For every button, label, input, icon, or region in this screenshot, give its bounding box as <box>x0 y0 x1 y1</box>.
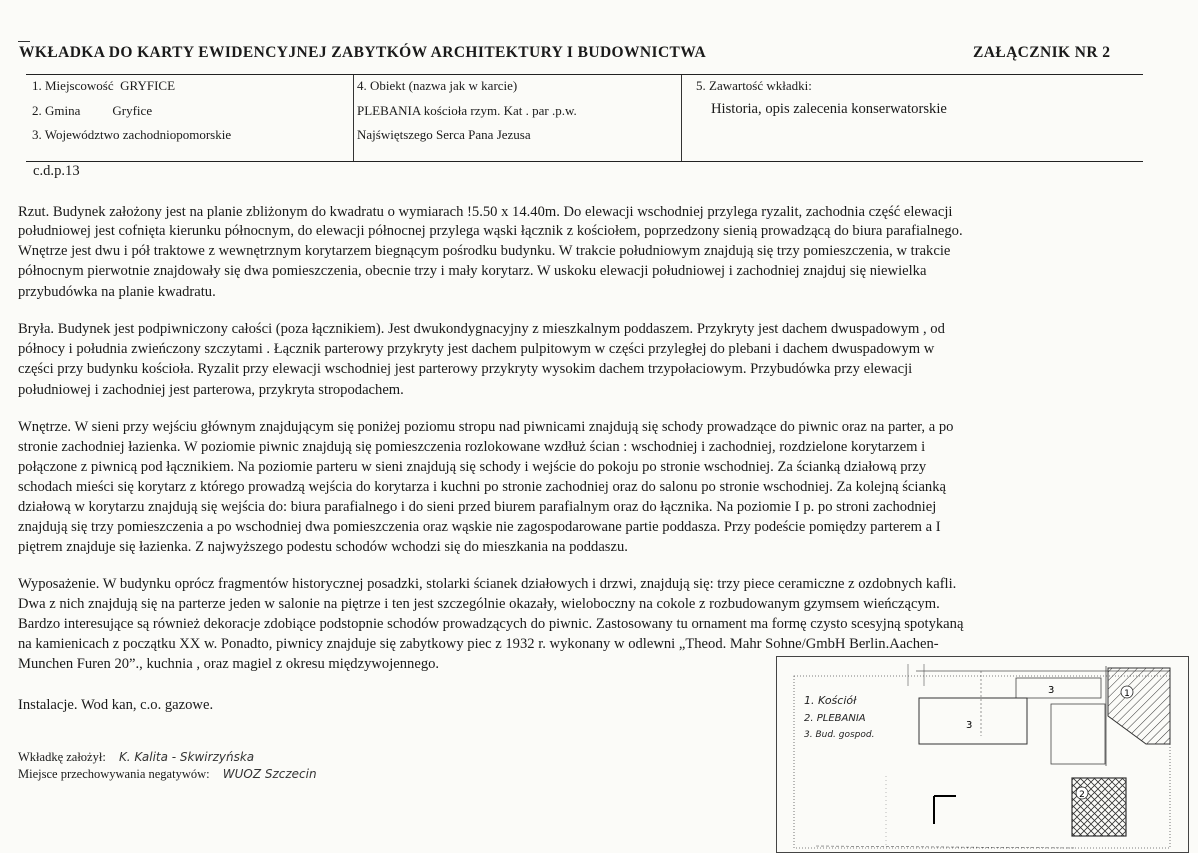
paragraph-line: piętrem znajduje się łazienka. Z najwyższego podestu schodów wchodzi się do mieszkania na poddaszu. <box>18 539 628 555</box>
paragraph-line: części przy budynku kościoła. Ryzalit przy elewacji wschodniej jest parterowy przykryty wysokim dachem trzypołaciowym. Przybudówka przy elewacji <box>18 361 913 377</box>
continuation-note: c.d.p.13 <box>33 163 80 179</box>
plan-label: 3 <box>966 720 973 731</box>
plan-label: 1 <box>1124 689 1130 699</box>
paragraph-line: schodach mieści się korytarz z którego prowadzą wejścia do korytarza i kuchni po stronie zachodniej oraz do salonu po stronie wschodniej. Za kolejną ścianką <box>18 479 947 495</box>
founded-signature: K. Kalita - Skwirzyńska <box>118 750 255 764</box>
paragraph-line: Wnętrze. W sieni przy wejściu głównym znajdującym się poniżej poziomu stropu nad piwnicami znajdują się schody prowadzące do piwnic oraz na parter, a po <box>18 419 954 435</box>
field-object-line2: Najświętszego Serca Pana Jezusa <box>357 127 531 142</box>
header-table <box>26 74 1143 162</box>
paragraph-line: Wyposażenie. W budynku oprócz fragmentów historycznej posadzki, stolarki ścianek działowych i drzwi, znajdują się: trzy piece ceramiczne z ozdobnych kafli. <box>18 576 957 592</box>
top-rule <box>18 41 30 42</box>
field-voivodeship <box>32 127 231 143</box>
paragraph-line: stronie zachodniej łazienka. W poziomie piwnic znajdują się pomieszczenia rozlokowane wzdłuż ścian : wschodniej i zachodniej, rozdzielone korytarzem i <box>18 439 926 455</box>
column-divider <box>353 75 354 161</box>
plan-label: 3 <box>1048 685 1055 696</box>
field-locality <box>32 78 175 94</box>
paragraph-line: Wnętrze jest dwu i pół traktowe z wewnętrznym korytarzem biegnącym pośrodku budynku. W trakcie południowym znajdują się trzy pomieszczenia, w trakcie <box>18 243 951 259</box>
paragraph-line: północnym pierwotnie znajdowały się dwa pomieszczenia, obecnie trzy i mały korytarz. W uskoku elewacji południowej i zachodniej znajduj się niewielka <box>18 263 927 279</box>
paragraph-line: przybudówka na planie kwadratu. <box>18 284 216 300</box>
storage-handwritten: WUOZ Szczecin <box>222 767 317 781</box>
field-content-value: Historia, opis zalecenia konserwatorskie <box>711 101 947 117</box>
plan-legend-item: 3. Bud. gospod. <box>804 730 875 740</box>
page-title: WKŁADKA DO KARTY EWIDENCYJNEJ ZABYTKÓW ARCHITEKTURY I BUDOWNICTWA <box>19 44 707 61</box>
storage-label: Miejsce przechowywania negatywów: <box>18 767 210 781</box>
paragraph-line: Bardzo interesujące są również dekoracje zdobiące podstopnie schodów prowadzących do piwnic. Zastosowany tu ornament ma formę czysto scesyjną spotykaną <box>18 616 964 632</box>
paragraph-line: południowej jest cofnięta kierunku północnym, do elewacji północnej przylega wąski łącznik z kościołem, poprzedzony sienią prowadzącą do biura parafialnego. <box>18 223 963 239</box>
field-object-line1: PLEBANIA kościoła rzym. Kat . par .p.w. <box>357 103 577 118</box>
field-commune <box>32 103 152 119</box>
field-object-label: 4. Obiekt (nazwa jak w karcie) <box>357 78 518 93</box>
installations-line: Instalacje. Wod kan, c.o. gazowe. <box>18 697 214 713</box>
plan-label: 2 <box>1079 790 1085 800</box>
field-content-label: 5. Zawartość wkładki: <box>696 78 812 93</box>
annex-number: ZAŁĄCZNIK NR 2 <box>973 44 1111 61</box>
paragraph-line: Bryła. Budynek jest podpiwniczony całości (poza łącznikiem). Jest dwukondygnacyjny z mieszkalnym poddaszem. Przykryty jest dachem dwuspadowym , od <box>18 321 945 337</box>
paragraph-line: znajdują się trzy pomieszczenia a po wschodniej dwa pomieszczenia oraz wąskie nie zagospodarowane partie poddasza. Przy podeście pomiędzy parterem a I <box>18 519 941 535</box>
paragraph-line: Rzut. Budynek założony jest na planie zbliżonym do kwadratu o wymiarach !5.50 x 14.40m. Do elewacji wschodniej przylega ryzalit, zachodnia część elewacji <box>18 204 953 220</box>
paragraph-line: połączone z piwnicą pod łącznikiem. Na poziomie parteru w sieni znajdują się schody i wejście do pokoju po stronie wschodniej. Za ścianką działową przy <box>18 459 927 475</box>
field-value: Gryfice <box>112 103 153 118</box>
founded-label: Wkładkę założył: <box>18 750 106 764</box>
paragraph-line: na kamienicach z początku XX w. Ponadto, piwnicy znajduje się zabytkowy piec z 1932 r. wykonany w odlewni „Theod. Mahr Sohne/GmbH Berlin.Aachen- <box>18 636 939 652</box>
paragraph-line: Dwa z nich znajdują się na parterze jeden w salonie na piętrze i ten jest szczególnie okazały, wieloboczny na cokole z rozbudowanym gzymsem wieńczącym. <box>18 596 940 612</box>
column-divider <box>681 75 682 161</box>
negatives-storage <box>18 767 317 782</box>
paragraph-line: południowej i zachodniej jest parterowa, przykryta stropodachem. <box>18 382 404 398</box>
field-label: 1. Miejscowość <box>32 78 114 93</box>
field-label: 2. Gmina <box>32 103 81 118</box>
site-plan <box>776 656 1189 853</box>
plan-legend-item: 2. PLEBANIA <box>804 713 866 724</box>
paragraph-line: północy i południa zwieńczony szczytami . Łącznik parterowy przykryty jest dachem pulpitowym w części przyległej do plebani i dachem dwuspadowym w <box>18 341 935 357</box>
field-label: 3. Województwo zachodniopomorskie <box>32 127 232 142</box>
plan-legend-item: 1. Kościół <box>804 694 857 707</box>
field-value: GRYFICE <box>120 78 176 93</box>
paragraph-line: Munchen Furen 20”., kuchnia , oraz magiel z okresu międzywojennego. <box>18 656 440 672</box>
paragraph-line: działową w korytarzu znajdują się wejścia do: biura parafialnego i do sieni przed biurem parafialnym oraz do łącznika. Na poziomie I p. po stroni zachodniej <box>18 499 937 515</box>
founded-by <box>18 750 254 765</box>
